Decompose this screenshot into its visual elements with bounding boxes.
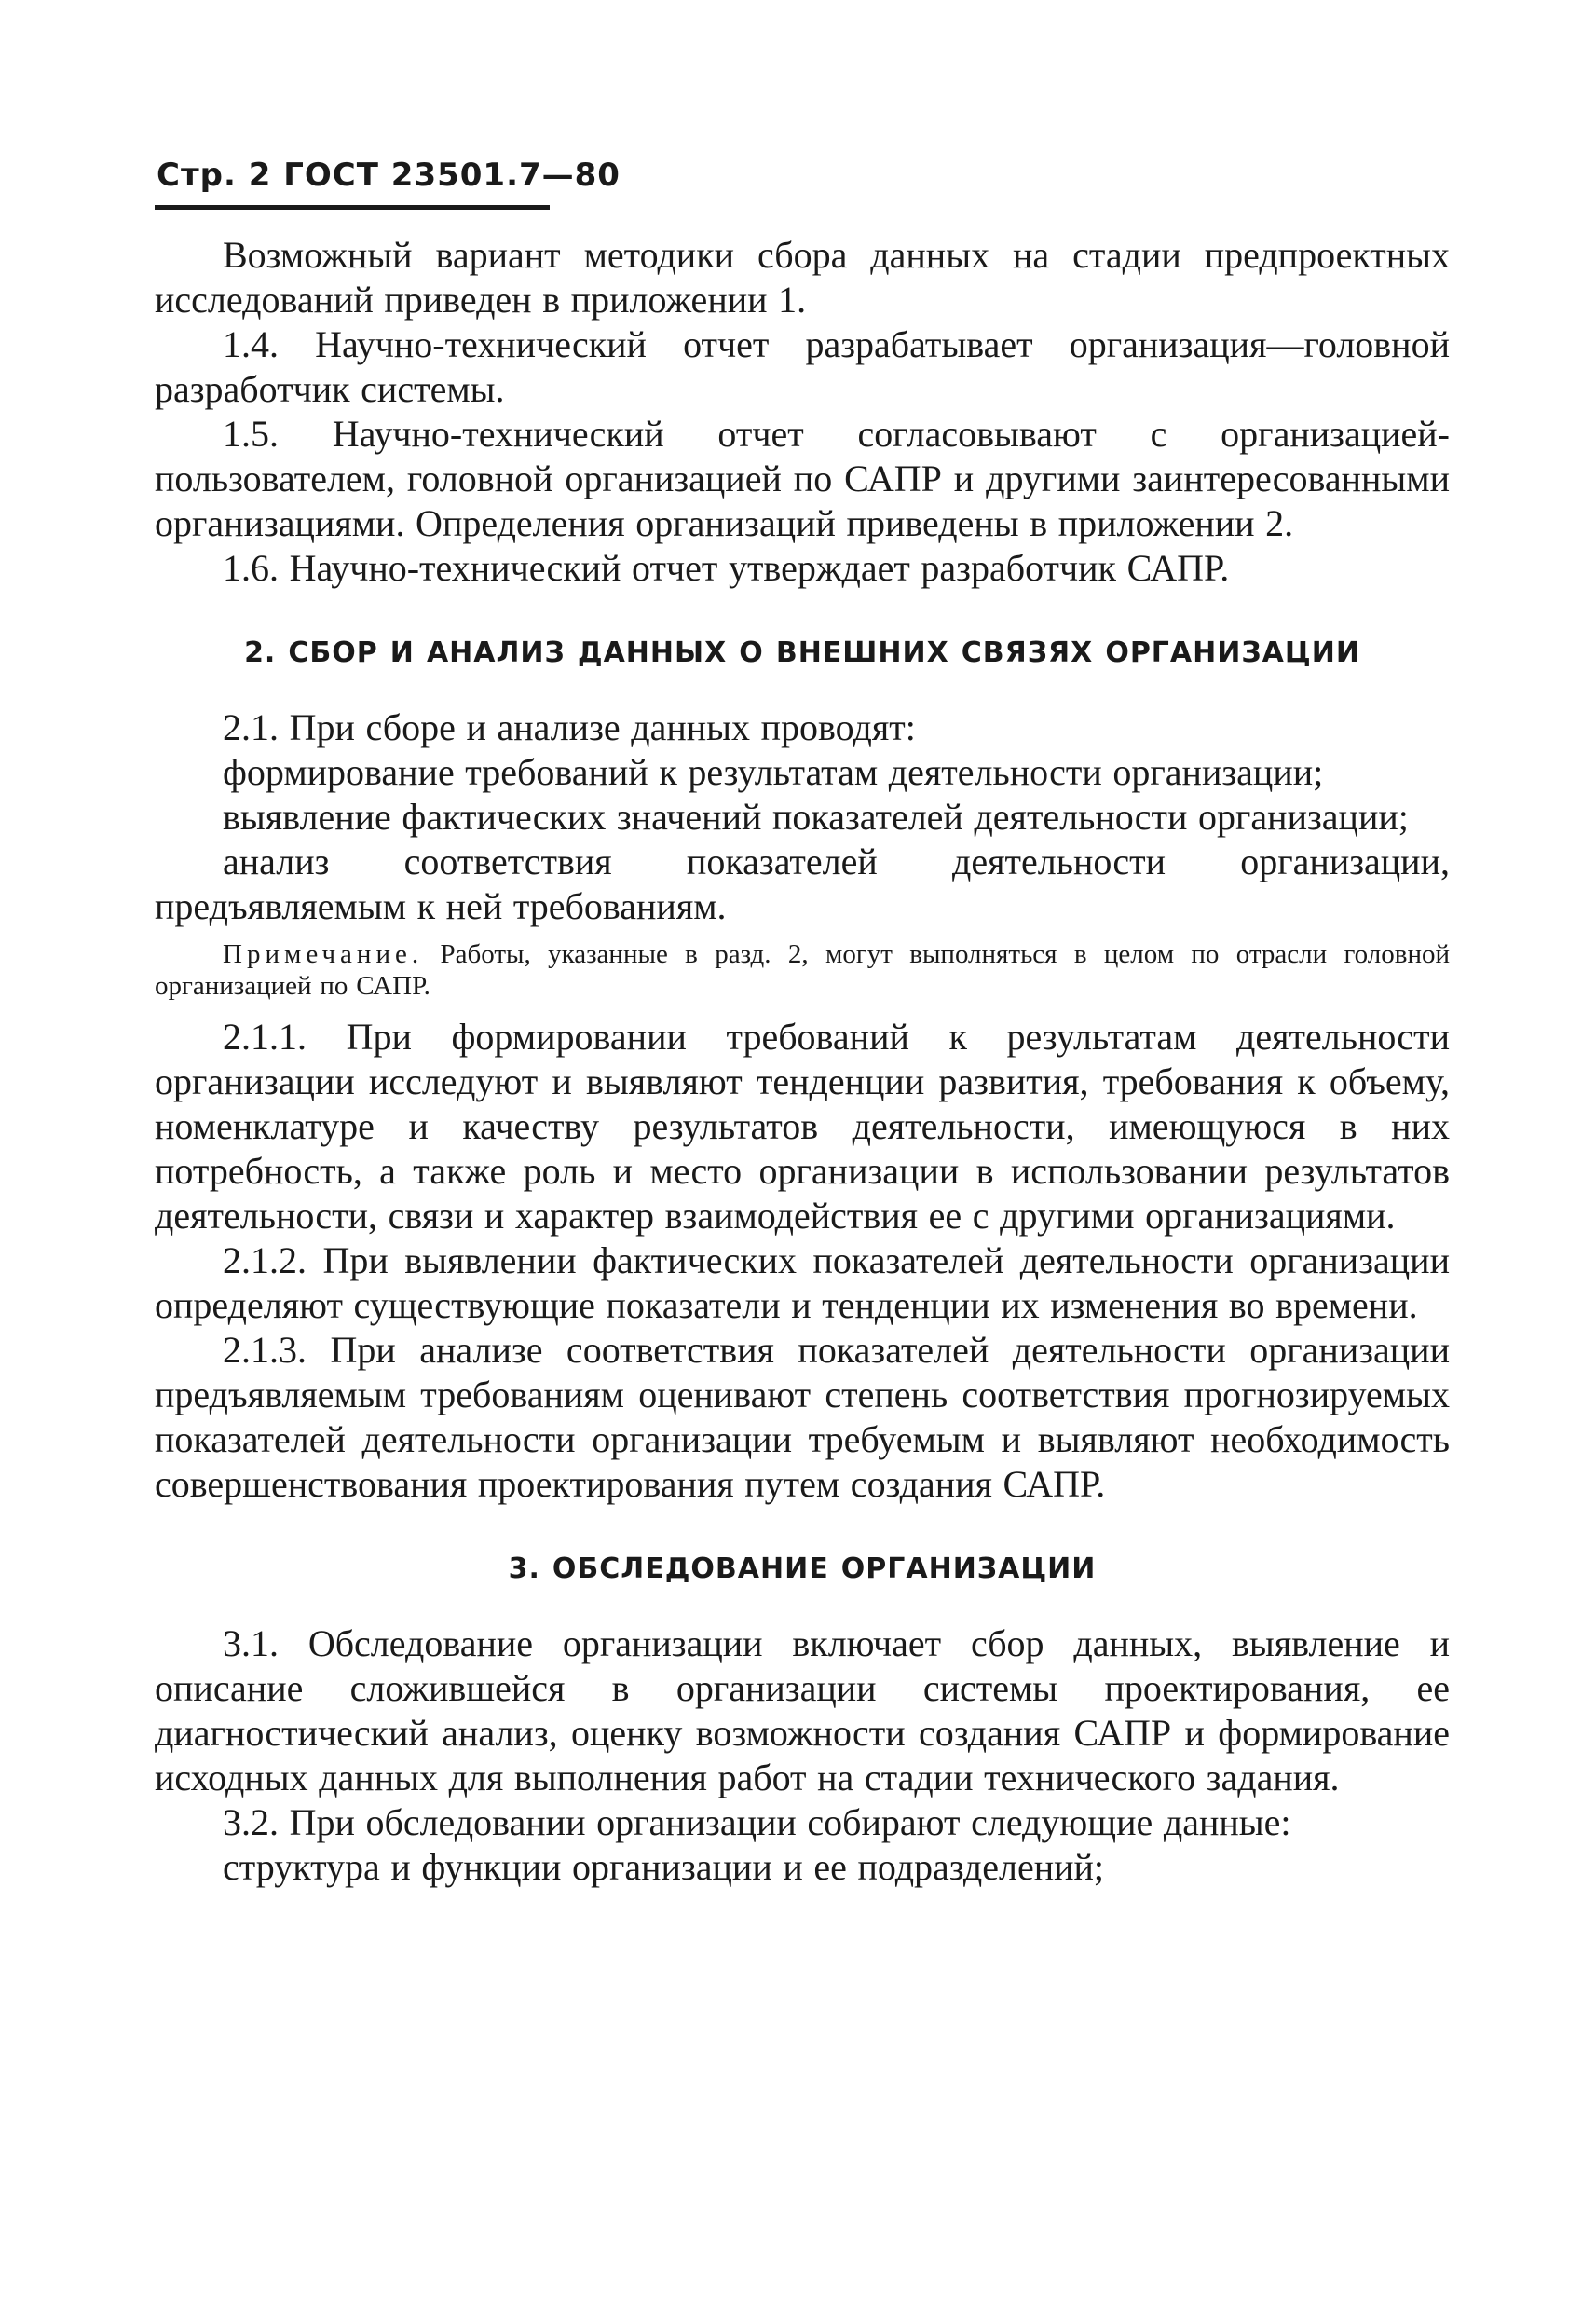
note-label: Примечание. <box>223 939 424 969</box>
paragraph-2-1-1: 2.1.1. При формировании требований к результатам деятельности организации исследуют и выявляют тенденции развития, требования к объему, номенклатуре и качеству результатов деятельности, имеющуюся в них потребность, а также роль и место организации в использовании результатов деятельности, связи и характер взаимодействия ее с другими организациями. <box>155 1016 1450 1237</box>
paragraph-method: Возможный вариант методики сбора данных на стадии предпроектных исследований приведен в приложении 1. <box>155 234 1450 321</box>
paragraph-1-5: 1.5. Научно-технический отчет согласовывают с организацией-пользователем, головной организацией по САПР и другими заинтересованными организациями. Определения организаций приведены в приложении 2. <box>155 413 1450 544</box>
paragraph-2-1: 2.1. При сборе и анализе данных проводят: <box>223 706 916 748</box>
paragraph-1-6: 1.6. Научно-технический отчет утверждает разработчик САПР. <box>223 547 1230 589</box>
paragraph-2-1-2: 2.1.2. При выявлении фактических показателей деятельности организации определяют существующие показатели и тенденции их изменения во времени. <box>155 1239 1450 1326</box>
paragraph-3-2: 3.2. При обследовании организации собирают следующие данные: <box>223 1801 1291 1843</box>
list-item-compliance: анализ соответствия показателей деятельности организации, предъявляемым к ней требованиям. <box>155 841 1450 927</box>
paragraph-1-4: 1.4. Научно-технический отчет разрабатывает организация—головной разработчик системы. <box>155 323 1450 410</box>
list-item-requirements: формирование требований к результатам деятельности организации; <box>223 751 1324 793</box>
note-text: Работы, указанные в разд. 2, могут выполняться в целом по отрасли головной организацией по САПР. <box>155 939 1450 1001</box>
paragraph-3-1: 3.1. Обследование организации включает сбор данных, выявление и описание сложившейся в организации системы проектирования, ее диагностический анализ, оценку возможности создания САПР и формирование исходных данных для выполнения работ на стадии технического задания. <box>155 1622 1450 1798</box>
paragraph-2-1-3: 2.1.3. При анализе соответствия показателей деятельности организации предъявляемым требованиям оценивают степень соответствия прогнозируемых показателей деятельности организации требуемым и выявляют необходимость совершенствования проектирования путем создания САПР. <box>155 1329 1450 1505</box>
note <box>155 938 1450 1002</box>
page-header: Стр. 2 ГОСТ 23501.7—80 <box>157 157 621 194</box>
document-body <box>155 233 1450 1890</box>
list-item-actual-values: выявление фактических значений показателей деятельности организации; <box>223 796 1409 838</box>
section-2-heading: 2. СБОР И АНАЛИЗ ДАННЫХ О ВНЕШНИХ СВЯЗЯХ ОРГАНИЗАЦИИ <box>244 636 1360 669</box>
section-3-heading: 3. ОБСЛЕДОВАНИЕ ОРГАНИЗАЦИИ <box>508 1552 1097 1585</box>
list-item-structure: структура и функции организации и ее подразделений; <box>223 1846 1105 1888</box>
header-rule <box>155 205 550 210</box>
